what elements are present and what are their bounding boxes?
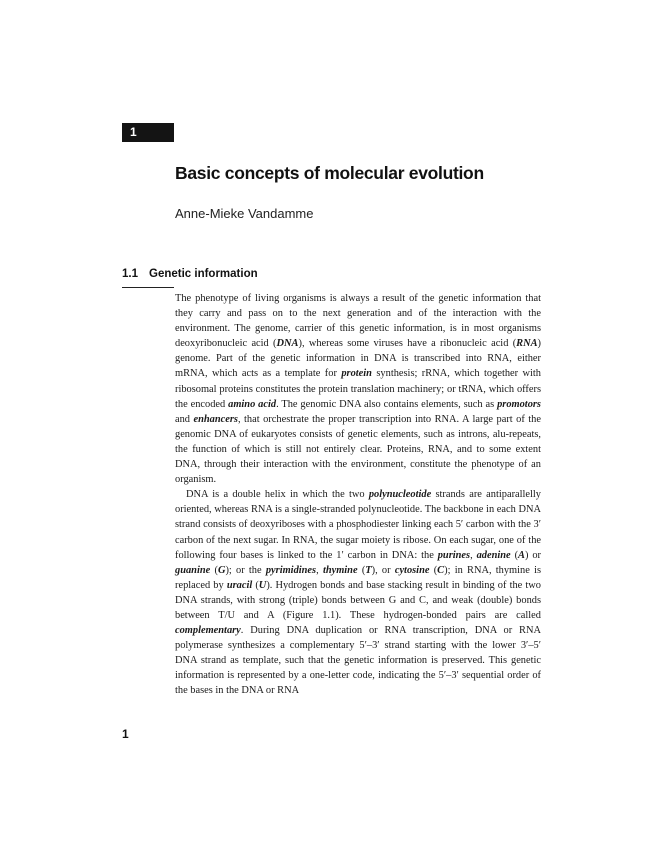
text-run: ( <box>210 564 218 576</box>
term-protein: protein <box>341 368 372 380</box>
term-amino-acid: amino acid <box>228 398 277 410</box>
text-run: ). Hydrogen bonds and base stacking result in binding of the two DNA strands, with strong (triple) bonds between G and C, and weak (double) bonds between T/U and A (Figure 1.1). These hydrogen-bonded pairs are called <box>175 579 541 621</box>
term-guanine: guanine <box>175 564 211 576</box>
text-run: ) or <box>524 549 541 561</box>
text-run: ( <box>429 564 438 576</box>
text-run: synthesis; rRNA, which together with ribosomal proteins constitutes the protein translation machinery; or tRNA, which offers the encoded <box>175 368 541 410</box>
text-run: and <box>175 413 194 425</box>
term-polynucleotide: polynucleotide <box>368 489 432 501</box>
term-enhancers: enhancers <box>193 413 238 425</box>
body-text <box>175 291 541 699</box>
term-c: C <box>437 564 445 576</box>
text-run: . The genomic DNA also contains elements, such as <box>276 398 498 410</box>
section-number: 1.1 <box>122 268 138 280</box>
term-uracil: uracil <box>226 579 253 591</box>
text-run: ); or the <box>225 564 266 576</box>
term-adenine: adenine <box>476 549 511 561</box>
text-run: ) genome. Part of the genetic information in DNA is transcribed into RNA, either mRNA, which acts as a template for <box>175 338 542 380</box>
text-run: ); in RNA, thymine is replaced by <box>175 564 541 591</box>
term-complementary: complementary <box>175 625 241 637</box>
section-heading <box>122 268 258 280</box>
text-run: , <box>470 549 477 561</box>
page-number: 1 <box>122 727 129 741</box>
section-rule <box>122 287 174 288</box>
term-pyrimidines: pyrimidines <box>265 564 317 576</box>
text-run: ( <box>357 564 366 576</box>
text-run: ( <box>510 549 519 561</box>
paragraph-2 <box>175 487 541 698</box>
term-rna: RNA <box>516 338 538 350</box>
text-run: ( <box>252 579 259 591</box>
term-g: G <box>217 564 226 576</box>
text-run: strands are antiparallelly oriented, whereas RNA is a single-stranded polynucleotide. The backbone in each DNA strand consists of deoxyriboses with a phosphodiester linking each 5′ carbon with the 3′ carbon of the next sugar. In RNA, the sugar moiety is ribose. On each sugar, one of the following four bases is linked to the 1′ carbon in DNA: the <box>175 489 541 561</box>
text-run: , <box>316 564 323 576</box>
term-thymine: thymine <box>322 564 358 576</box>
term-promotors: promotors <box>497 398 541 410</box>
term-a: A <box>518 549 525 561</box>
chapter-number-box <box>122 123 174 142</box>
text-run: , that orchestrate the proper transcription into RNA. A large part of the genomic DNA of eukaryotes consists of genetic elements, such as introns, alu-repeats, the function of which is still not entirely clear. Proteins, RNA, and to some extent DNA, through their interaction with the environment, constitute the phenotype of an organism. <box>175 413 541 486</box>
text-run: DNA is a double helix in which the two <box>186 489 369 501</box>
chapter-number: 1 <box>130 125 137 139</box>
chapter-author: Anne-Mieke Vandamme <box>175 206 314 221</box>
term-cytosine: cytosine <box>394 564 430 576</box>
paragraph-1 <box>175 291 541 487</box>
term-dna: DNA <box>276 338 299 350</box>
text-run: . During DNA duplication or RNA transcription, DNA or RNA polymerase synthesizes a complementary 5′–3′ strand starting with the lower 3′–5′ DNA strand as template, such that the genetic information is preserved. This genetic information is represented by a one-letter code, indicating the 5′–3′ sequential order of the bases in the DNA or RNA <box>175 625 541 697</box>
chapter-title: Basic concepts of molecular evolution <box>175 163 484 183</box>
section-title: Genetic information <box>149 268 258 280</box>
term-u: U <box>258 579 267 591</box>
term-purines: purines <box>437 549 471 561</box>
text-run: The phenotype of living organisms is always a result of the genetic information that they carry and pass on to the next generation and of the interaction with the environment. The genome, carrier of this genetic information, is in most organisms deoxyribonucleic acid ( <box>175 293 541 350</box>
text-run: ), whereas some viruses have a ribonucleic acid ( <box>298 338 517 350</box>
text-run: ), or <box>371 564 395 576</box>
term-t: T <box>365 564 372 576</box>
